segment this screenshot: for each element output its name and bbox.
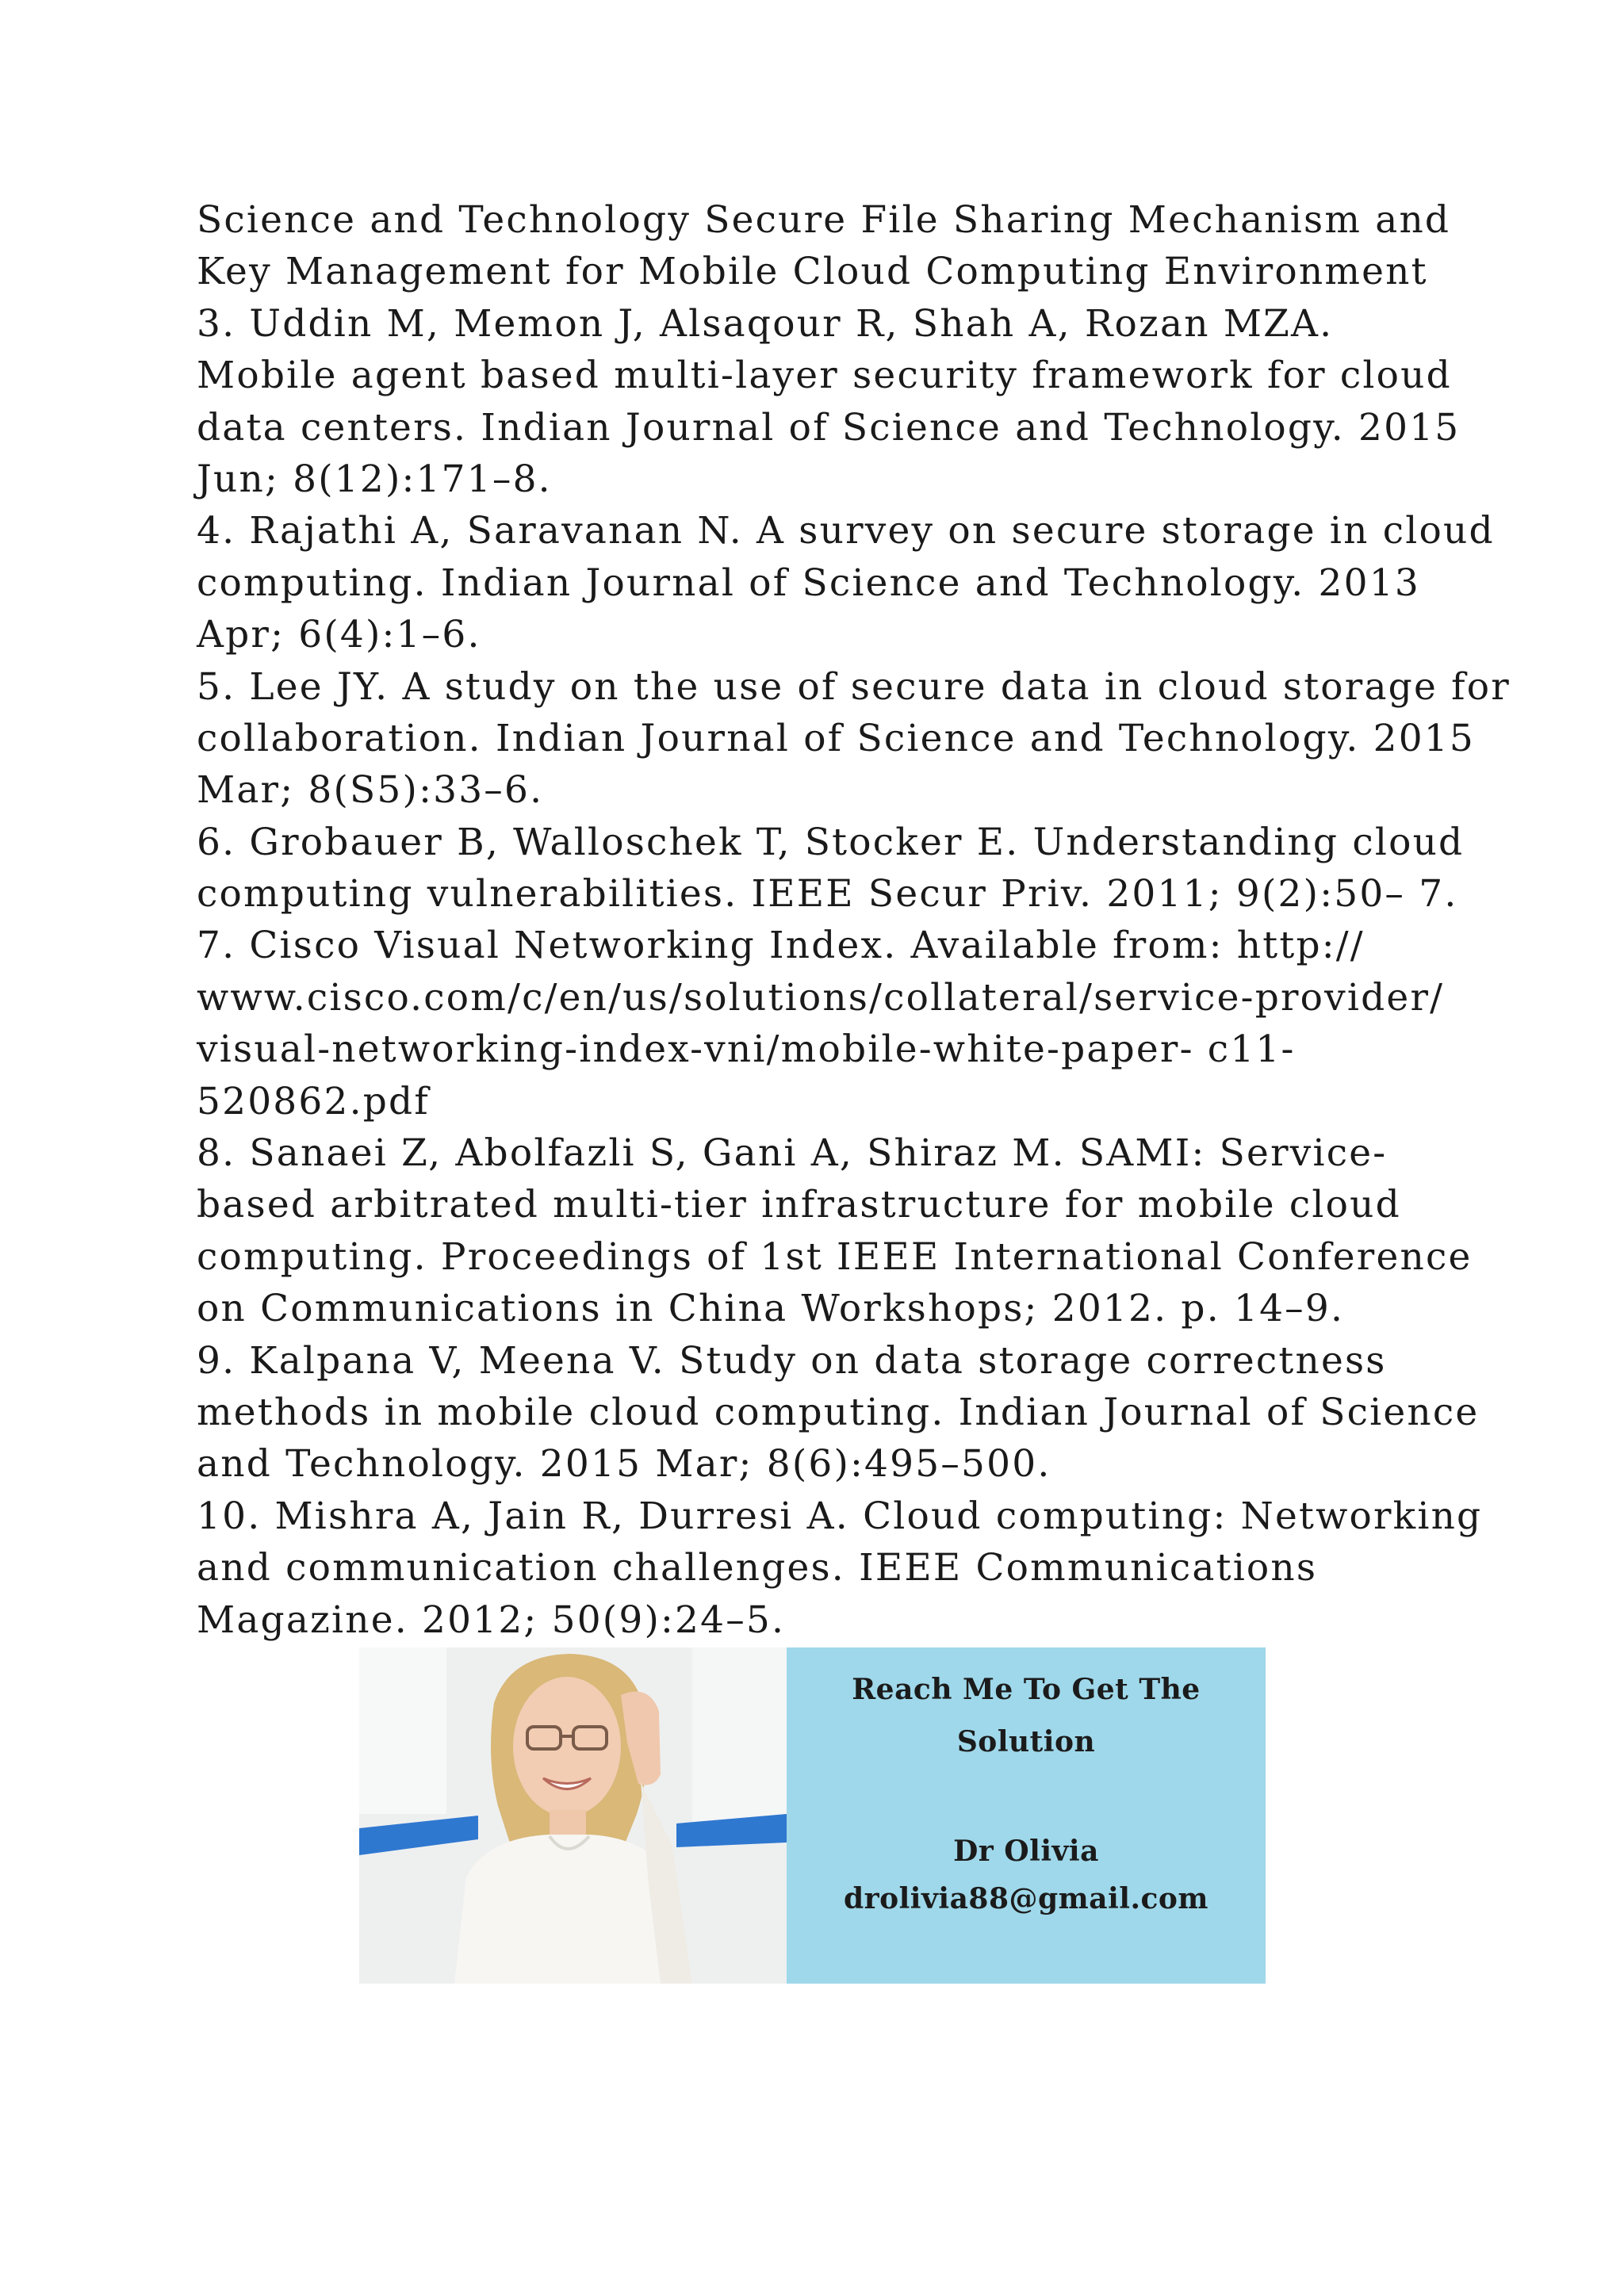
text-line: based arbitrated multi-tier infrastructure for mobile cloud bbox=[197, 1183, 1401, 1227]
text-line: computing. Proceedings of 1st IEEE International Conference bbox=[197, 1234, 1473, 1279]
ad-headline-line2: Solution bbox=[956, 1725, 1096, 1758]
text-line: Mar; 8(S5):33–6. bbox=[197, 768, 544, 813]
text-line: Apr; 6(4):1–6. bbox=[197, 613, 481, 657]
text-line: 10. Mishra A, Jain R, Durresi A. Cloud computing: Networking bbox=[197, 1494, 1483, 1538]
text-line: 9. Kalpana V, Meena V. Study on data storage correctness bbox=[197, 1338, 1387, 1383]
text-line: visual-networking-index-vni/mobile-white-paper- c11- bbox=[197, 1027, 1296, 1072]
text-line: 7. Cisco Visual Networking Index. Available from: http:// bbox=[197, 924, 1365, 968]
text-line: methods in mobile cloud computing. Indian Journal of Science bbox=[197, 1390, 1480, 1434]
ad-headline-line1: Reach Me To Get The bbox=[852, 1673, 1201, 1706]
text-line: 3. Uddin M, Memon J, Alsaqour R, Shah A, Rozan MZA. bbox=[197, 301, 1334, 346]
text-line: 4. Rajathi A, Saravanan N. A survey on secure storage in cloud bbox=[197, 509, 1495, 553]
references-text bbox=[197, 194, 1511, 1646]
text-line: Science and Technology Secure File Sharing Mechanism and bbox=[197, 198, 1451, 242]
text-line: 6. Grobauer B, Walloschek T, Stocker E. Understanding cloud bbox=[197, 820, 1465, 864]
woman-photo bbox=[359, 1647, 787, 1984]
ad-contact-name: Dr Olivia bbox=[953, 1835, 1099, 1868]
text-line: 5. Lee JY. A study on the use of secure data in cloud storage for bbox=[197, 664, 1511, 709]
contact-panel bbox=[787, 1647, 1266, 1984]
text-line: Magazine. 2012; 50(9):24–5. bbox=[197, 1598, 786, 1642]
text-line: computing vulnerabilities. IEEE Secur Priv. 2011; 9(2):50– 7. bbox=[197, 872, 1458, 916]
text-line: and Technology. 2015 Mar; 8(6):495–500. bbox=[197, 1442, 1051, 1487]
text-line: Jun; 8(12):171–8. bbox=[197, 457, 552, 501]
text-line: computing. Indian Journal of Science and Technology. 2013 bbox=[197, 561, 1420, 605]
text-line: 8. Sanaei Z, Abolfazli S, Gani A, Shiraz M. SAMI: Service- bbox=[197, 1131, 1388, 1176]
text-line: on Communications in China Workshops; 2012. p. 14–9. bbox=[197, 1287, 1345, 1331]
text-line: and communication challenges. IEEE Communications bbox=[197, 1546, 1318, 1590]
text-line: Mobile agent based multi-layer security framework for cloud bbox=[197, 354, 1452, 398]
contact-ad-banner bbox=[359, 1647, 1266, 1984]
text-line: data centers. Indian Journal of Science and Technology. 2015 bbox=[197, 405, 1461, 450]
woman-photo-illustration bbox=[359, 1647, 787, 1984]
text-line: www.cisco.com/c/en/us/solutions/collateral/service-provider/ bbox=[197, 975, 1445, 1020]
text-line: collaboration. Indian Journal of Science and Technology. 2015 bbox=[197, 716, 1476, 760]
text-line: 520862.pdf bbox=[197, 1079, 430, 1123]
ad-contact-email: drolivia88@gmail.com bbox=[843, 1882, 1209, 1915]
text-line: Key Management for Mobile Cloud Computing Environment bbox=[197, 250, 1428, 294]
